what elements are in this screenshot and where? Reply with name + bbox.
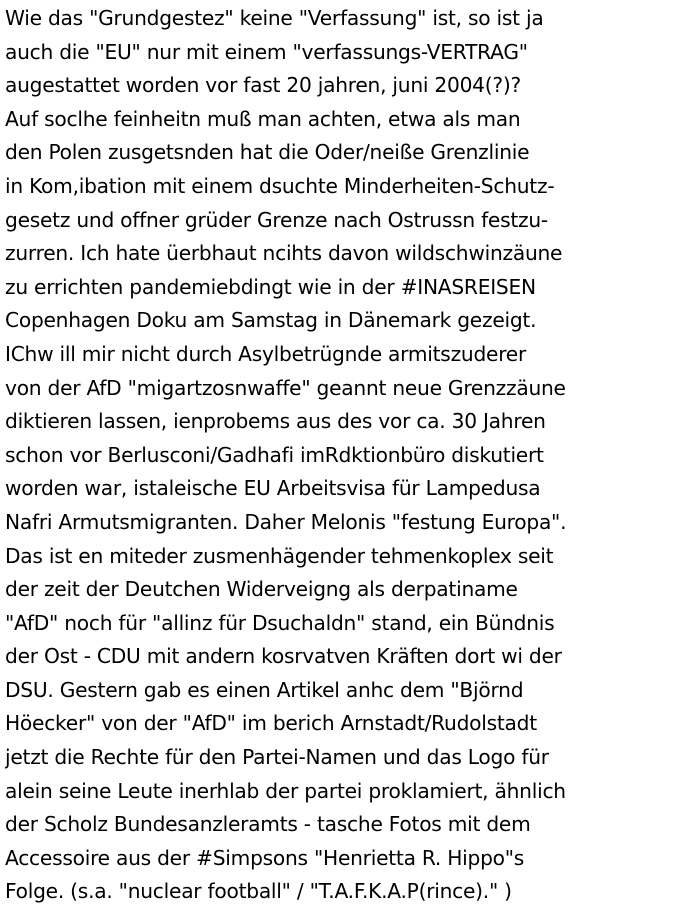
text-line: zurren. Ich hate üerbhaut ncihts davon wildschwinzäune [5, 241, 563, 266]
text-line: der zeit der Deutchen Widerveigng als derpatiname [5, 577, 518, 602]
text-line: zu errichten pandemiebdingt wie in der #INASREISEN [5, 274, 536, 299]
text-line: den Polen zusgetsnden hat die Oder/neiße Grenzlinie [5, 140, 530, 165]
text-line: Folge. (s.a. "nuclear football" / "T.A.F.K.A.P(rince)." ) [5, 879, 512, 904]
text-line: Accessoire aus der #Simpsons "Henrietta R. Hippo"s [5, 845, 525, 870]
text-line: Auf soclhe feinheitn muß man achten, etwa als man [5, 106, 521, 131]
text-line: worden war, istaleische EU Arbeitsvisa für Lampedusa [5, 476, 541, 501]
text-line: von der AfD "migartzosnwaffe" geannt neue Grenzzäune [5, 375, 566, 400]
text-line: der Scholz Bundesanzleramts - tasche Fotos mit dem [5, 812, 531, 837]
text-line: Copenhagen Doku am Samstag in Dänemark gezeigt. [5, 308, 537, 333]
text-line: diktieren lassen, ienprobems aus des vor ca. 30 Jahren [5, 409, 546, 434]
text-line: Nafri Armutsmigranten. Daher Melonis "festung Europa". [5, 509, 567, 534]
text-line: schon vor Berlusconi/Gadhafi imRdktionbüro diskutiert [5, 442, 544, 467]
text-line: Wie das "Grundgestez" keine "Verfassung" ist, so ist ja [5, 6, 544, 30]
text-line: in Kom,ibation mit einem dsuchte Minderheiten-Schutz- [5, 173, 555, 198]
text-line: auch die "EU" nur mit einem "verfassungs-VERTRAG" [5, 39, 528, 64]
text-line: Das ist en miteder zusmenhägender tehmenkoplex seit [5, 543, 554, 568]
text-line: DSU. Gestern gab es einen Artikel anhc dem "Björnd [5, 677, 524, 702]
text-line: IChw ill mir nicht durch Asylbetrügnde armitszuderer [5, 341, 527, 366]
text-line: jetzt die Rechte für den Partei-Namen und das Logo für [5, 745, 549, 770]
text-line: "AfD" noch für "allinz für Dsuchaldn" stand, ein Bündnis [5, 610, 555, 635]
text-line: der Ost - CDU mit andern kosrvatven Kräften dort wi der [5, 644, 562, 669]
text-line: augestattet worden vor fast 20 jahren, juni 2004(?)? [5, 73, 521, 98]
text-line: gesetz und offner grüder Grenze nach Ostrussn festzu- [5, 207, 548, 232]
text-line: alein seine Leute inerhlab der partei proklamiert, ähnlich [5, 778, 566, 803]
text-document [5, 2, 681, 909]
text-line: Höecker" von der "AfD" im berich Arnstadt/Rudolstadt [5, 711, 537, 736]
